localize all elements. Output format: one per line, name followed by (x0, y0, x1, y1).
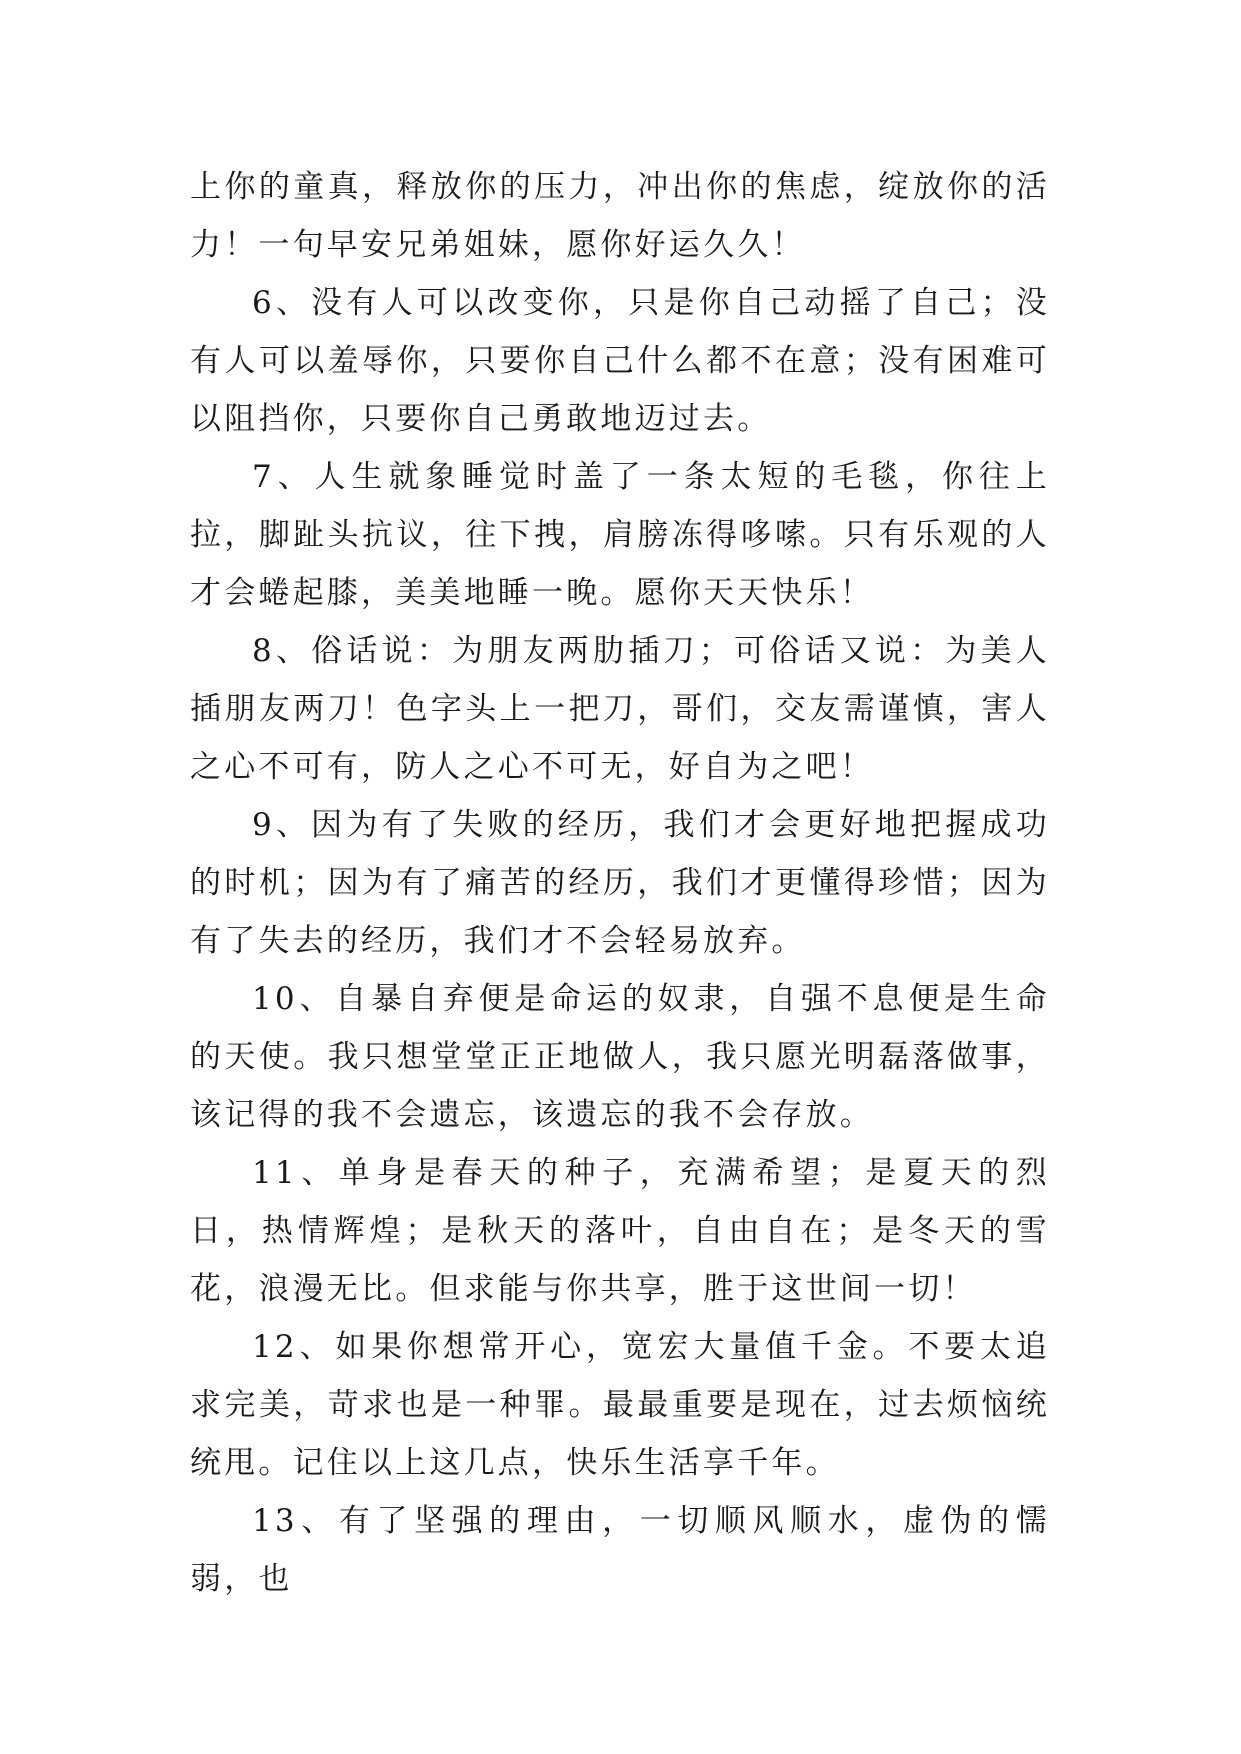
paragraph-item-7: 7、人生就象睡觉时盖了一条太短的毛毯，你往上拉，脚趾头抗议，往下拽，肩膀冻得哆嗦。只有乐观的人才会蜷起膝，美美地睡一晚。愿你天天快乐！ (190, 459, 1050, 611)
paragraph-continuation: 上你的童真，释放你的压力，冲出你的焦虑，绽放你的活力！一句早安兄弟姐妹，愿你好运久久！ (190, 169, 1050, 263)
paragraph-item-13: 13、有了坚强的理由，一切顺风顺水，虚伪的懦弱，也 (190, 1503, 1050, 1597)
paragraph-item-9: 9、因为有了失败的经历，我们才会更好地把握成功的时机；因为有了痛苦的经历，我们才更懂得珍惜；因为有了失去的经历，我们才不会轻易放弃。 (190, 807, 1050, 959)
paragraph-item-6: 6、没有人可以改变你，只是你自己动摇了自己；没有人可以羞辱你，只要你自己什么都不在意；没有困难可以阻挡你，只要你自己勇敢地迈过去。 (190, 285, 1050, 437)
paragraph-item-10: 10、自暴自弃便是命运的奴隶，自强不息便是生命的天使。我只想堂堂正正地做人，我只愿光明磊落做事，该记得的我不会遗忘，该遗忘的我不会存放。 (190, 981, 1050, 1133)
document-body (190, 158, 1050, 1608)
paragraph-item-12: 12、如果你想常开心，宽宏大量值千金。不要太追求完美，苛求也是一种罪。最最重要是现在，过去烦恼统统甩。记住以上这几点，快乐生活享千年。 (190, 1329, 1050, 1481)
paragraph-item-8: 8、俗话说：为朋友两肋插刀；可俗话又说：为美人插朋友两刀！色字头上一把刀，哥们，交友需谨慎，害人之心不可有，防人之心不可无，好自为之吧！ (190, 633, 1050, 785)
paragraph-item-11: 11、单身是春天的种子，充满希望；是夏天的烈日，热情辉煌；是秋天的落叶，自由自在；是冬天的雪花，浪漫无比。但求能与你共享，胜于这世间一切！ (190, 1155, 1050, 1307)
